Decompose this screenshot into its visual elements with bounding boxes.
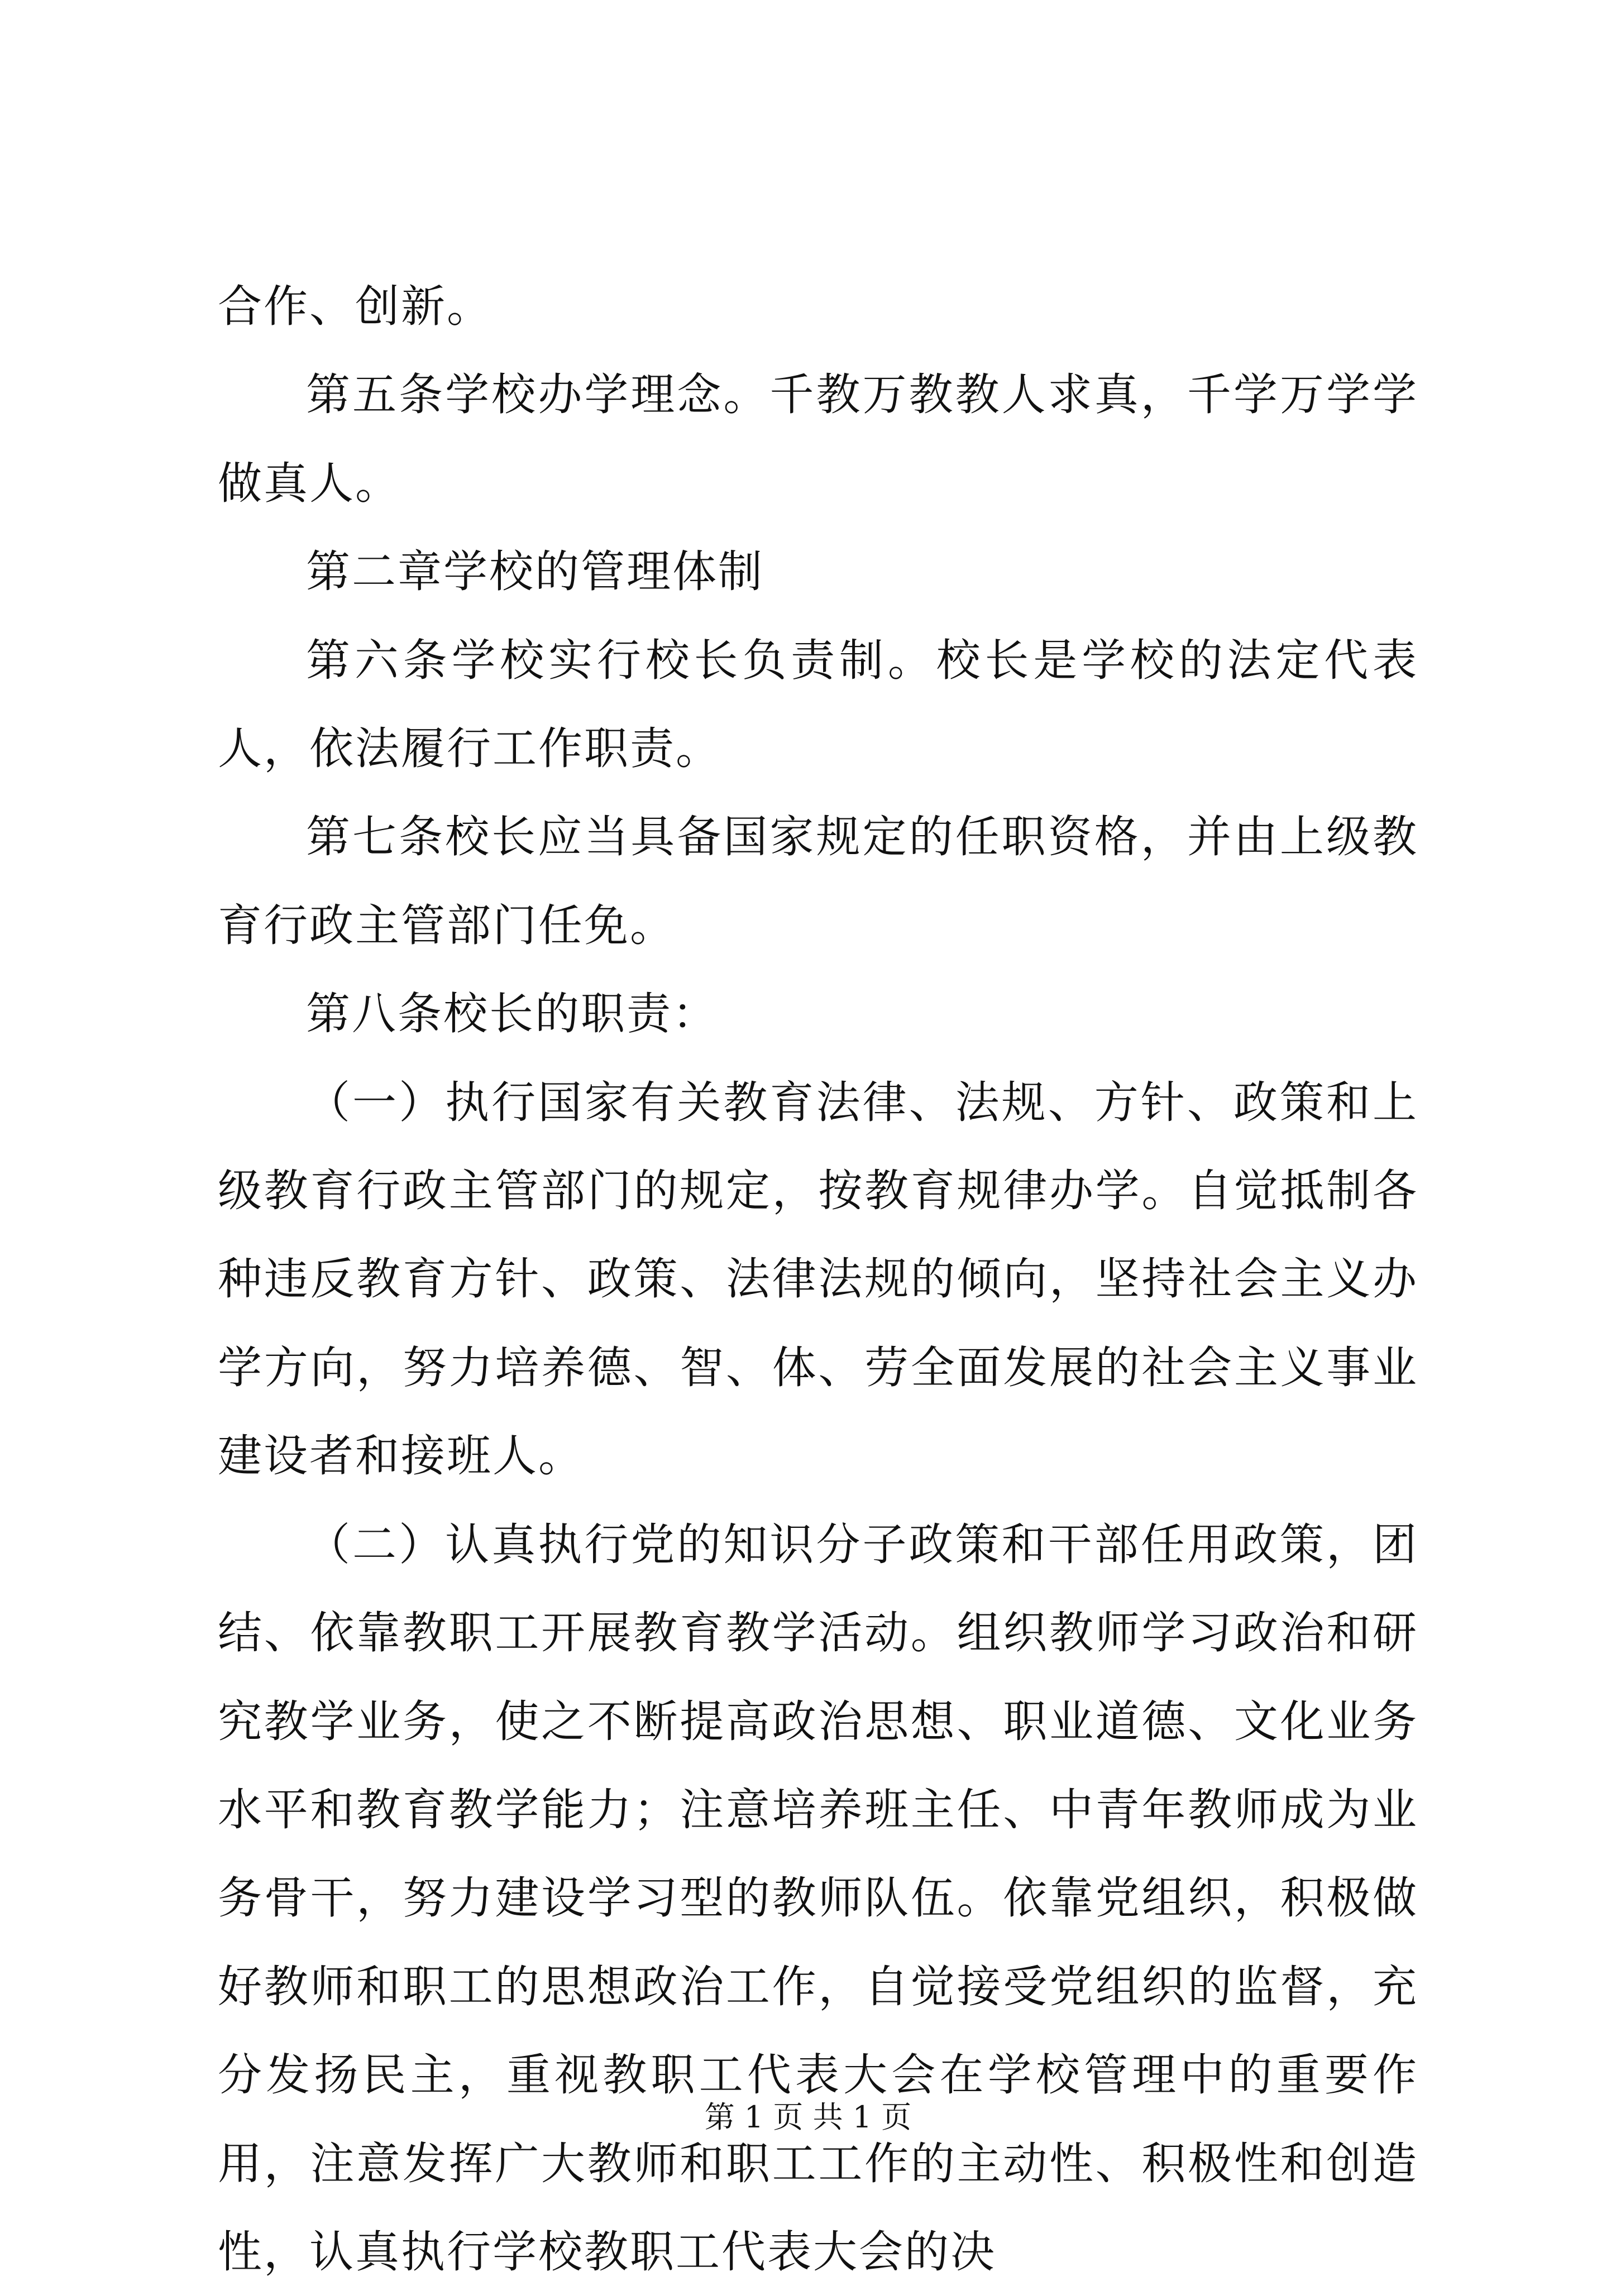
paragraph-duty-item-1: （一）执行国家有关教育法律、法规、方针、政策和上级教育行政主管部门的规定，按教育规律办学。自觉抵制各种违反教育方针、政策、法律法规的倾向，坚持社会主义办学方向，努力培养德、智、体、劳全面发展的社会主义事业建设者和接班人。 [218,1076,1418,1482]
paragraph-duty-item-2: （二）认真执行党的知识分子政策和干部任用政策，团结、依靠教职工开展教育教学活动。组织教师学习政治和研究教学业务，使之不断提高政治思想、职业道德、文化业务水平和教育教学能力；注意培养班主任、中青年教师成为业务骨干，努力建设学习型的教师队伍。依靠党组织，积极做好教师和职工的思想政治工作，自觉接受党组织的监督，充分发扬民主，重视教职工代表大会在学校管理中的重要作用，注意发挥广大教师和职工工作的主动性、积极性和创造性，认真执行学校教职工代表大会的决 [218,1518,1418,2278]
page-number-footer: 第 1 页 共 1 页 [704,2100,912,2135]
paragraph-article-7: 第七条校长应当具备国家规定的任职资格，并由上级教育行政主管部门任免。 [218,811,1418,951]
paragraph-article-5: 第五条学校办学理念。千教万教教人求真，千学万学学做真人。 [218,369,1418,509]
chapter-heading: 第二章学校的管理体制 [306,546,764,598]
paragraph-article-6: 第六条学校实行校长负责制。校长是学校的法定代表人，依法履行工作职责。 [218,634,1418,775]
paragraph-continuation: 合作、创新。 [218,281,493,332]
document-body [218,262,1418,2296]
paragraph-article-8: 第八条校长的职责： [306,988,718,1040]
